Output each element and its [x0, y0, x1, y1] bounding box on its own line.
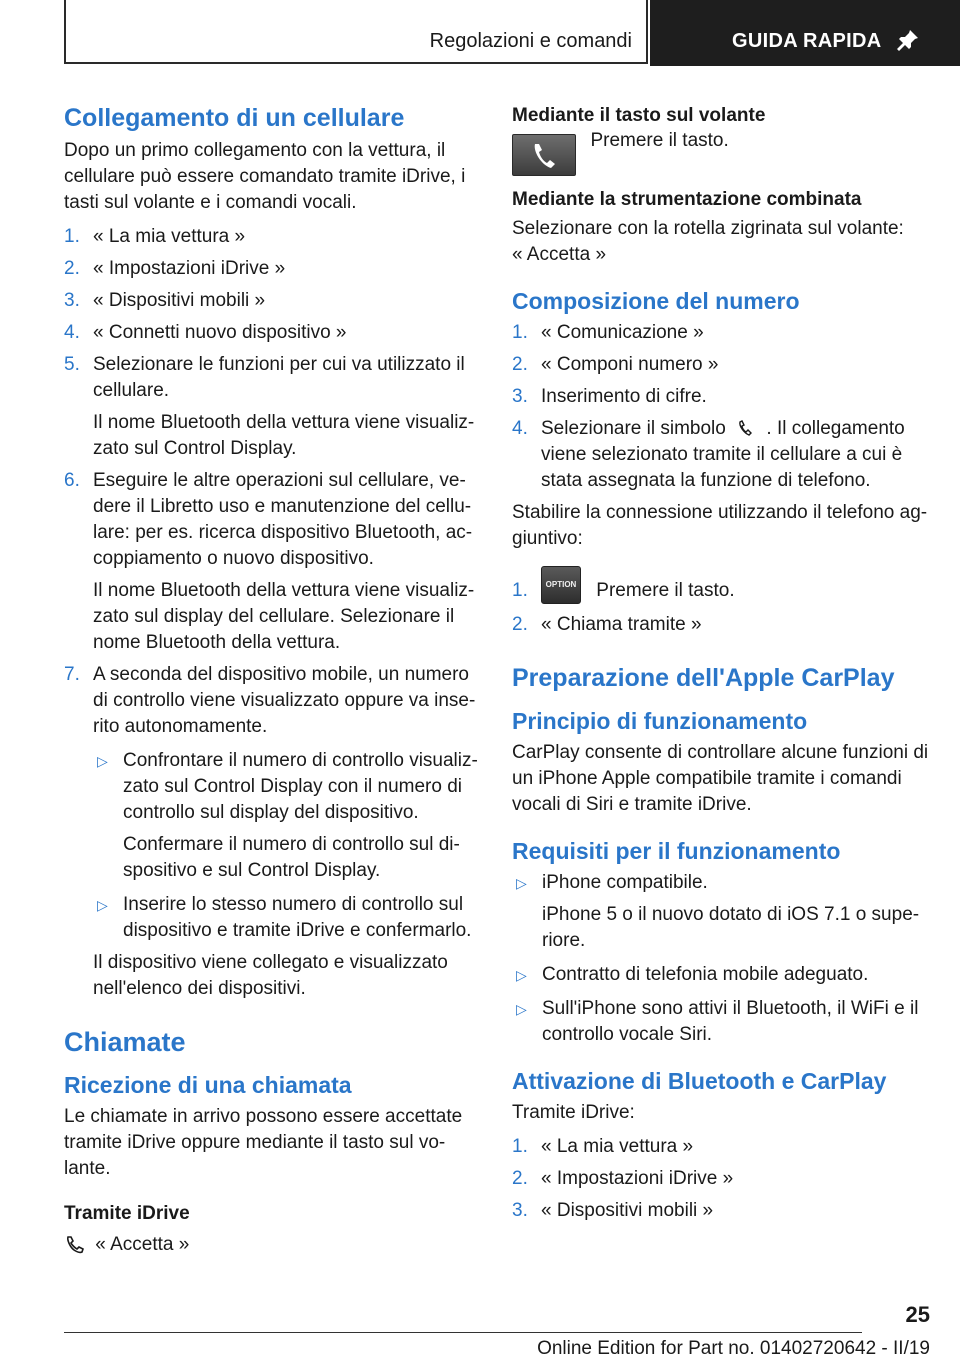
list-item: 1. « Comunicazione »	[512, 322, 704, 343]
heading-receive-call: Ricezione di una chiamata	[64, 1072, 352, 1098]
list-item: 3. « Dispositivi mobili »	[64, 290, 266, 311]
list-item: 3. « Dispositivi mobili »	[512, 1200, 714, 1221]
list-item: 4. « Connetti nuovo dispositivo »	[64, 322, 347, 343]
footer-edition: Online Edition for Part no. 01402720642 - II/19	[537, 1338, 930, 1359]
heading-via-idrive: Tramite iDrive	[64, 1203, 190, 1224]
list-item: 5. Selezionare le funzioni per cui va utilizzato il cellulare. Il nome Bluetooth della vettura viene visualiz‐zato sul Control Display.	[64, 354, 475, 459]
triangle-bullet-icon: ▷	[516, 875, 527, 891]
triangle-bullet-icon: ▷	[516, 1001, 527, 1017]
bullet-item: ▷ iPhone compatibile. iPhone 5 o il nuovo dotato di iOS 7.1 o supe‐riore.	[516, 872, 920, 951]
list-item: 7. A seconda del dispositivo mobile, un numero di controllo viene visualizzato oppure va inse‐rito autonomamente. ▷ Confrontare il numero di controllo visualiz‐zato sul Control Display con il numero di controllo sul display del dispositivo. Confermare il numero di controllo sul di‐spositivo e sul Control Display. ▷ Inserire lo stesso numero di controllo sul dispositivo e tramite iDrive e confermarlo. Il dispositivo viene collegato e visualizzato nell'elenco dei dispositivi.	[64, 662, 480, 1002]
receive-paragraph: Le chiamate in arrivo possono essere accettate tramite iDrive oppure mediante il tasto sul vo‐lante.	[64, 1106, 463, 1179]
list-item: 1. « La mia vettura »	[512, 1136, 694, 1157]
triangle-bullet-icon: ▷	[516, 967, 527, 983]
heading-instrument-cluster: Mediante la strumentazione combinata	[512, 189, 862, 210]
guide-title: GUIDA RAPIDA	[732, 30, 882, 52]
bullet-item: ▷ Confrontare il numero di controllo visualiz‐zato sul Control Display con il numero di controllo sul display del dispositivo. Confermare il numero di controllo sul di‐spositivo e sul Control Display.	[97, 750, 478, 881]
list-item: 3. Inserimento di cifre.	[512, 386, 707, 407]
list-item: 2. « Componi numero »	[512, 354, 719, 375]
connect-steps	[64, 224, 480, 1002]
guide-tab[interactable]	[650, 0, 960, 66]
left-column	[64, 102, 480, 1258]
triangle-bullet-icon: ▷	[97, 753, 108, 769]
wheel-button-row: Premere il tasto.	[512, 134, 932, 178]
list-item: 1. OPTION Premere il tasto.	[512, 566, 932, 604]
heading-activate: Attivazione di Bluetooth e CarPlay	[512, 1068, 887, 1094]
dial-steps	[512, 320, 932, 494]
bullet-item: ▷ Sull'iPhone sono attivi il Bluetooth, il WiFi e il controllo vocale Siri.	[516, 998, 919, 1045]
phone-accept-icon	[64, 1234, 86, 1256]
page-number: 25	[905, 1302, 930, 1327]
list-item: 2. « Chiama tramite »	[512, 614, 702, 635]
heading-requirements: Requisiti per il funzionamento	[512, 838, 841, 864]
heading-steering-button: Mediante il tasto sul volante	[512, 105, 766, 126]
activate-steps	[512, 1134, 932, 1224]
bullet-item: ▷ Inserire lo stesso numero di controllo sul dispositivo e tramite iDrive e confermarlo.	[97, 894, 472, 941]
heading-dial-number: Composizione del numero	[512, 288, 800, 314]
bullet-item: ▷ Contratto di telefonia mobile adeguato.	[512, 962, 932, 988]
right-column: Mediante il tasto sul volante Premere il tasto. Mediante la strumentazione combinata Selezionare con la rotella zigrinata sul volante: « Accetta » Composizione del numero 1. « Comunicazione » 2. « Componi numero » 3. Inserimento di cifre. 4. Selezionare il simbolo . Il collegamento viene selezionato tramite il cellulare a cui è stata assegnata la funzione di telefono. Stabilire la connessione utilizzando il telefono ag‐giuntivo: 1. OPTION Premere il tasto. 2. « Chiama tramite » Preparazione dell'Apple CarPlay Principio di funzionamento CarPlay consente di controllare alcune funzioni di un iPhone Apple compatibile tramite i comandi vocali di Siri e tramite iDrive. Requisiti per il funzionamento ▷ iPhone compatibile. iPhone 5 o il nuovo dotato di iOS 7.1 o supe‐riore. ▷ Contratto di telefonia mobile adeguato. ▷ Sull'iPhone sono attivi il Bluetooth, il WiFi e il controllo vocale Siri. Attivazione di Bluetooth e CarPlay Tramite iDrive: 1. « La mia vettura » 2. « Impostazioni iDrive » 3. « Dispositivi mobili »	[512, 102, 932, 1230]
heading-principle: Principio di funzionamento	[512, 708, 808, 734]
option-steps	[512, 566, 932, 638]
heading-connect-phone: Collegamento di un cellulare	[64, 104, 405, 132]
footer-divider	[64, 1332, 862, 1333]
steering-phone-button[interactable]	[512, 134, 576, 176]
pin-icon	[896, 28, 920, 52]
accept-line: « Accetta »	[64, 1232, 480, 1258]
heading-carplay: Preparazione dell'Apple CarPlay	[512, 664, 895, 692]
list-item: 1. « La mia vettura »	[64, 226, 246, 247]
heading-calls: Chiamate	[64, 1027, 186, 1057]
section-title: Regolazioni e comandi	[429, 30, 632, 52]
list-item: 6. Eseguire le altre operazioni sul cellulare, ve‐dere il Libretto uso e manutenzione del cellu‐lare: per es. ricerca dispositivo Bluetooth, ac‐coppiamento o nuovo dispositivo. Il nome Bluetooth della vettura viene visualiz‐zato sul display del cellulare. Selezionare il nome Bluetooth della vettura.	[64, 470, 475, 653]
list-item: 4. Selezionare il simbolo . Il collegamento viene selezionato tramite il cellulare a cui è stata assegnata la funzione di telefono.	[512, 418, 905, 491]
list-item: 2. « Impostazioni iDrive »	[512, 1168, 734, 1189]
principle-paragraph: CarPlay consente di controllare alcune funzioni di un iPhone Apple compatibile tramite i comandi vocali di Siri e tramite iDrive.	[512, 742, 929, 815]
triangle-bullet-icon: ▷	[97, 897, 108, 913]
list-item: 2. « Impostazioni iDrive »	[64, 258, 286, 279]
section-tab[interactable]	[64, 0, 648, 64]
intro-paragraph: Dopo un primo collegamento con la vettura, il cellulare può essere comandato tramite iDrive, i tasti sul volante e i comandi vocali.	[64, 140, 466, 213]
page-header	[64, 0, 960, 66]
phone-handset-icon	[513, 135, 575, 175]
option-button[interactable]: OPTION	[541, 566, 581, 604]
phone-call-icon	[731, 418, 761, 440]
